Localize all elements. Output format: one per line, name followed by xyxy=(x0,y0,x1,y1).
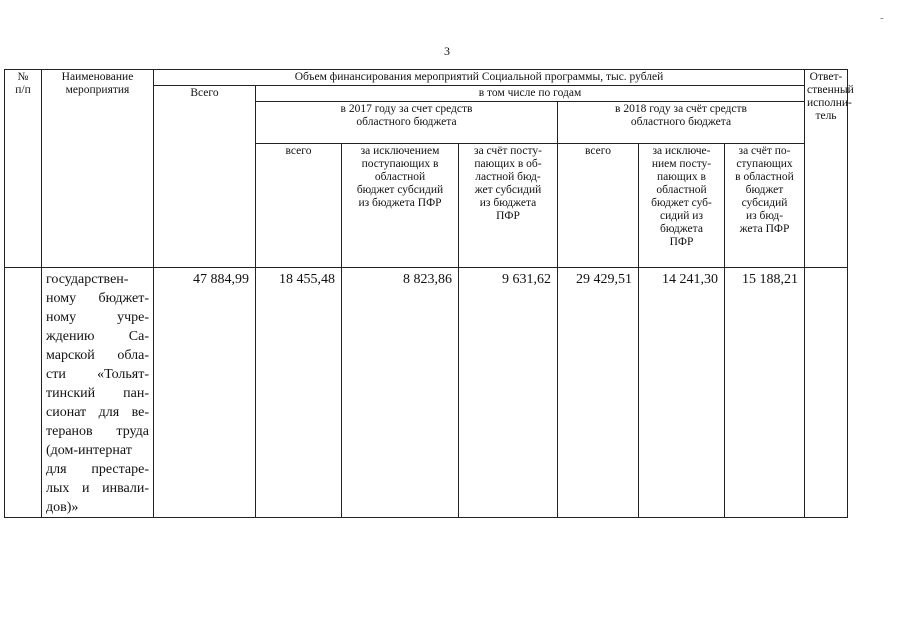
header-volume: Объем финансирования мероприятий Социальной программы, тыс. рублей xyxy=(154,70,805,86)
row-2018-all: 29 429,51 xyxy=(558,268,639,518)
header-2018-all: всего xyxy=(558,144,639,268)
row-name: государствен- ному бюджет- ному учре- ждению Са- марской обла- сти «Тольят- тинский пан- сионат для ве- теранов труда (дом-интернат для престаре- лых и инвали- дов)» xyxy=(42,268,154,518)
header-col-name: Наименование мероприятия xyxy=(42,70,154,268)
table-row xyxy=(5,268,848,518)
row-2017-from: 9 631,62 xyxy=(459,268,558,518)
header-year-2017: в 2017 году за счет средств областного бюджета xyxy=(256,102,558,144)
header-total: Всего xyxy=(154,86,256,268)
row-responsible xyxy=(805,268,848,518)
header-2017-all: всего xyxy=(256,144,342,268)
header-2018-excl: за исключе- нием посту- пающих в областной бюджет суб- сидий из бюджета ПФР xyxy=(639,144,725,268)
header-year-2018: в 2018 году за счёт средств областного бюджета xyxy=(558,102,805,144)
row-2017-excl: 8 823,86 xyxy=(342,268,459,518)
header-2018-from: за счёт по- ступающих в областной бюджет субсидий из бюд- жета ПФР xyxy=(725,144,805,268)
financing-table xyxy=(4,69,854,518)
page-number: 3 xyxy=(444,44,450,58)
header-2017-excl: за исключением поступающих в областной бюджет субсидий из бюджета ПФР xyxy=(342,144,459,268)
header-responsible: Ответ- ственный исполни- тель xyxy=(805,70,848,268)
row-number xyxy=(5,268,42,518)
corner-mark: ‑ xyxy=(880,12,884,24)
header-2017-from: за счёт посту- пающих в об- ластной бюд- жет субсидий из бюджета ПФР xyxy=(459,144,558,268)
row-2018-from: 15 188,21 xyxy=(725,268,805,518)
header-col-no: № п/п xyxy=(5,70,42,268)
row-total: 47 884,99 xyxy=(154,268,256,518)
header-by-years: в том числе по годам xyxy=(256,86,805,102)
row-2017-all: 18 455,48 xyxy=(256,268,342,518)
row-2018-excl: 14 241,30 xyxy=(639,268,725,518)
